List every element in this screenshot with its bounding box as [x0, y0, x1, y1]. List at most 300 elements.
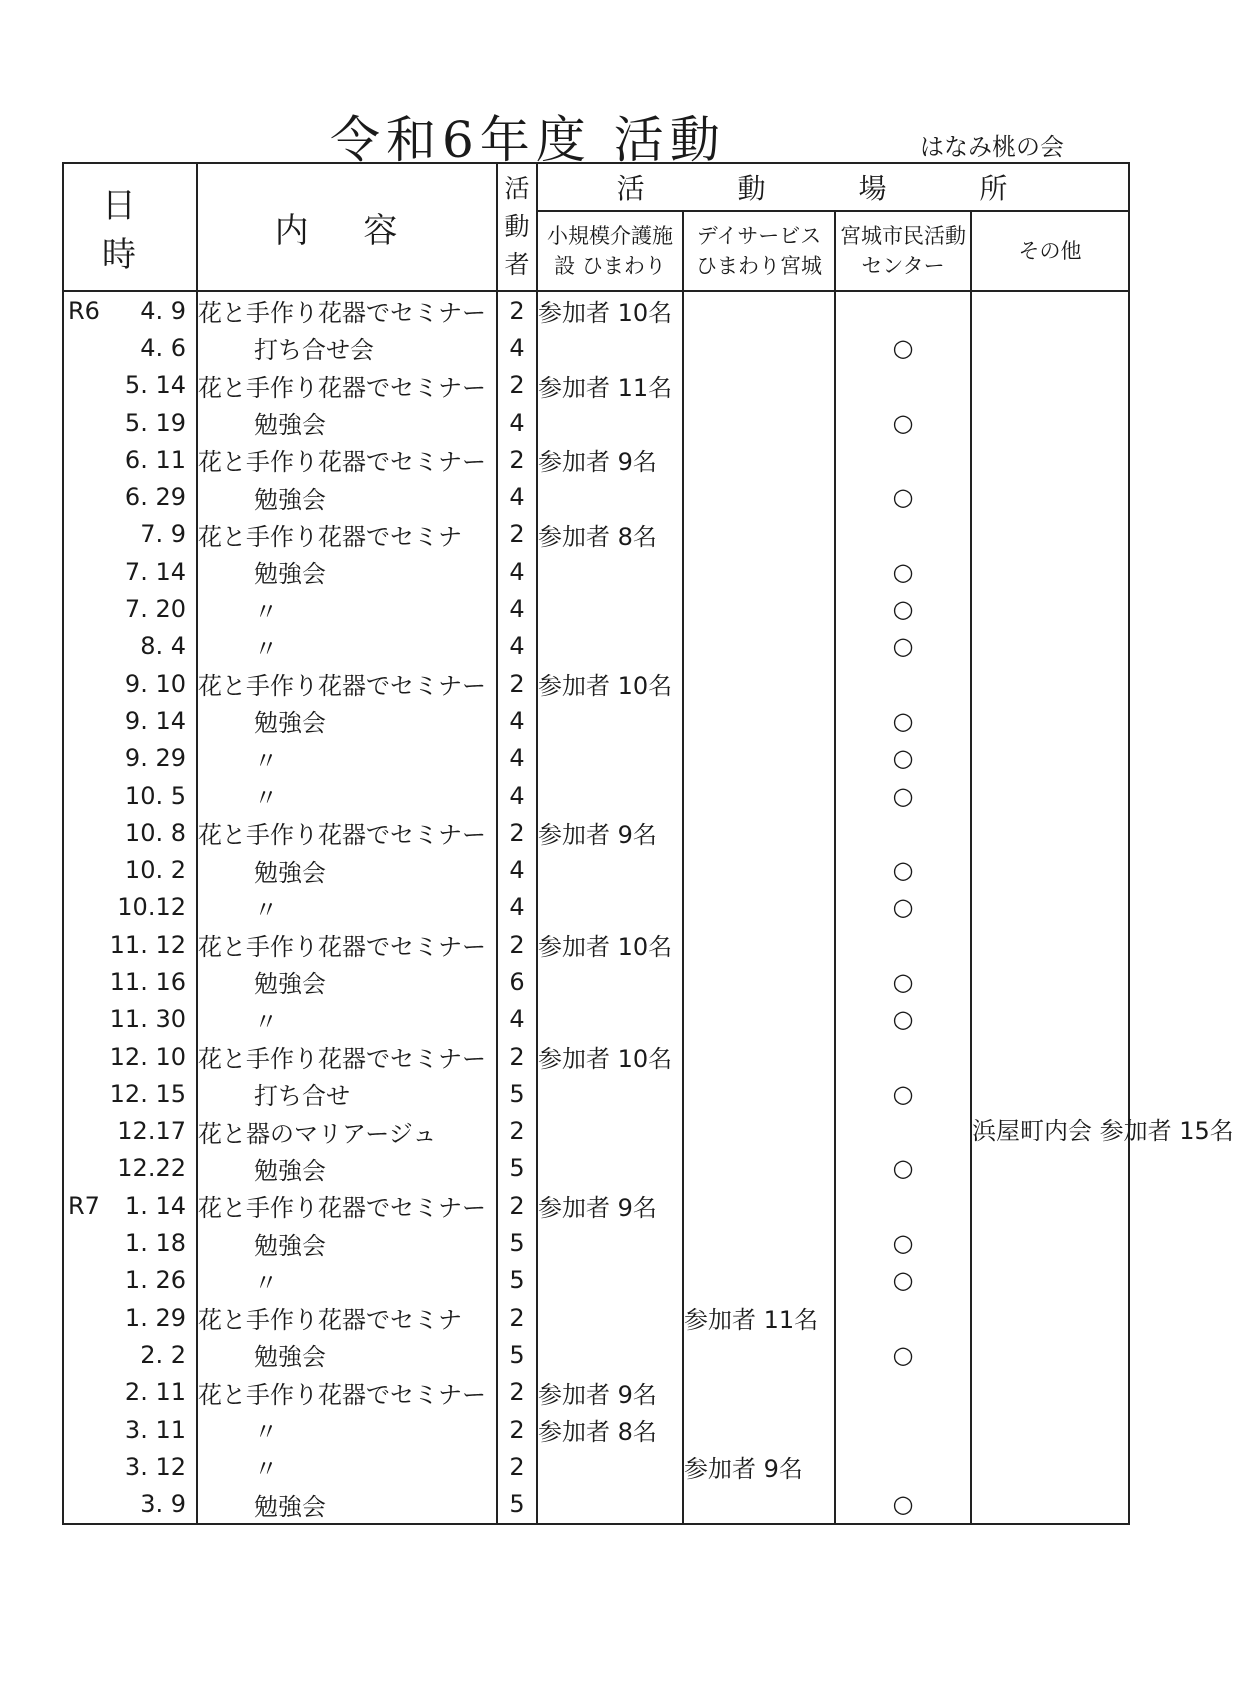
loc-small-care-cell — [537, 1299, 683, 1336]
loc-civic-center-cell: ○ — [835, 963, 971, 1000]
loc-other-cell — [971, 851, 1129, 888]
loc-civic-center-cell: ○ — [835, 1336, 971, 1373]
loc-small-care-cell — [537, 553, 683, 590]
loc-civic-center-cell: ○ — [835, 889, 971, 926]
date-value: 10.12 — [117, 893, 186, 922]
date-cell — [63, 478, 197, 515]
activity-count-cell: 2 — [497, 1113, 537, 1150]
loc-civic-center-cell — [835, 291, 971, 329]
loc-dayservice-cell — [683, 404, 835, 441]
content-cell: 勉強会 — [197, 404, 497, 441]
loc-small-care-cell: 参加者 10名 — [537, 926, 683, 963]
table-row — [63, 1262, 1129, 1299]
activity-count-cell: 5 — [497, 1075, 537, 1112]
loc-dayservice-cell — [683, 1224, 835, 1261]
date-value: 1. 18 — [124, 1229, 186, 1258]
content-cell: 〃 — [197, 1448, 497, 1485]
date-cell — [63, 628, 197, 665]
table-row — [63, 1486, 1129, 1524]
loc-dayservice-cell — [683, 1262, 835, 1299]
date-cell — [63, 367, 197, 404]
loc-small-care-cell — [537, 1150, 683, 1187]
date-value: 1. 14 — [124, 1191, 186, 1220]
table-row — [63, 963, 1129, 1000]
table-row — [63, 1113, 1129, 1150]
date-cell — [63, 1262, 197, 1299]
activity-count-cell: 4 — [497, 851, 537, 888]
date-value: 5. 14 — [124, 371, 186, 400]
activity-count-cell: 2 — [497, 1411, 537, 1448]
loc-dayservice-cell: 参加者 11名 — [683, 1299, 835, 1336]
table-row — [63, 814, 1129, 851]
table-row — [63, 1001, 1129, 1038]
content-cell: 勉強会 — [197, 553, 497, 590]
activity-count-cell: 4 — [497, 478, 537, 515]
loc-civic-center-cell — [835, 516, 971, 553]
loc-dayservice-cell — [683, 1374, 835, 1411]
date-cell — [63, 777, 197, 814]
era-label: R7 — [68, 1191, 100, 1220]
loc-dayservice-cell — [683, 367, 835, 404]
loc-dayservice-cell — [683, 851, 835, 888]
loc-dayservice-cell — [683, 590, 835, 627]
loc-other-cell — [971, 1299, 1129, 1336]
table-row — [63, 926, 1129, 963]
table-row — [63, 329, 1129, 366]
table-row — [63, 1411, 1129, 1448]
loc-civic-center-cell — [835, 1038, 971, 1075]
content-cell: 勉強会 — [197, 1150, 497, 1187]
loc-civic-center-cell — [835, 1411, 971, 1448]
loc-civic-center-cell: ○ — [835, 553, 971, 590]
loc-dayservice-cell — [683, 1336, 835, 1373]
loc-other-cell — [971, 1374, 1129, 1411]
loc-civic-center-cell: ○ — [835, 478, 971, 515]
table-row — [63, 702, 1129, 739]
date-cell — [63, 1486, 197, 1524]
activity-count-cell: 4 — [497, 590, 537, 627]
loc-other-cell — [971, 367, 1129, 404]
content-cell: 花と手作り花器でセミナ — [197, 516, 497, 553]
loc-other-cell — [971, 740, 1129, 777]
loc-civic-center-cell: ○ — [835, 329, 971, 366]
loc-other-cell — [971, 291, 1129, 329]
loc-dayservice-cell — [683, 702, 835, 739]
content-cell: 花と手作り花器でセミナー — [197, 441, 497, 478]
loc-small-care-cell: 参加者 11名 — [537, 367, 683, 404]
loc-small-care-cell — [537, 478, 683, 515]
table-row — [63, 516, 1129, 553]
table-row — [63, 1448, 1129, 1485]
content-cell: 打ち合せ会 — [197, 329, 497, 366]
date-cell — [63, 926, 197, 963]
loc-other-cell — [971, 441, 1129, 478]
activity-count-cell: 2 — [497, 1299, 537, 1336]
date-cell — [63, 1150, 197, 1187]
date-value: 12. 15 — [109, 1079, 186, 1108]
loc-small-care-cell — [537, 628, 683, 665]
loc-other-header: その他 — [971, 211, 1129, 291]
date-value: 11. 30 — [109, 1005, 186, 1034]
activity-count-cell: 4 — [497, 329, 537, 366]
loc-small-care-cell: 参加者 9名 — [537, 1187, 683, 1224]
activity-count-header: 活動者 — [497, 163, 537, 291]
content-cell: 花と手作り花器でセミナー — [197, 814, 497, 851]
loc-small-care-cell — [537, 1075, 683, 1112]
loc-small-care-cell: 参加者 9名 — [537, 441, 683, 478]
activity-count-cell: 4 — [497, 702, 537, 739]
loc-other-cell — [971, 404, 1129, 441]
date-cell — [63, 1038, 197, 1075]
activity-count-cell: 5 — [497, 1262, 537, 1299]
loc-civic-center-cell: ○ — [835, 1150, 971, 1187]
loc-small-care-cell — [537, 889, 683, 926]
date-value: 9. 14 — [124, 706, 186, 735]
date-value: 9. 10 — [124, 669, 186, 698]
date-value: 6. 29 — [124, 483, 186, 512]
date-value: 6. 11 — [124, 445, 186, 474]
date-value: 2. 2 — [140, 1340, 186, 1369]
loc-other-cell — [971, 1187, 1129, 1224]
content-cell: 〃 — [197, 889, 497, 926]
content-cell: 花と手作り花器でセミナー — [197, 291, 497, 329]
loc-dayservice-cell — [683, 291, 835, 329]
date-cell — [63, 1448, 197, 1485]
loc-civic-center-header: 宮城市民活動センター — [835, 211, 971, 291]
page-title: 令和6年度 活動 — [330, 111, 726, 169]
content-cell: 勉強会 — [197, 702, 497, 739]
loc-dayservice-cell — [683, 478, 835, 515]
organization-name: はなみ桃の会 — [920, 133, 1064, 161]
activity-count-cell: 4 — [497, 628, 537, 665]
activity-count-cell: 2 — [497, 291, 537, 329]
loc-civic-center-cell: ○ — [835, 777, 971, 814]
loc-small-care-cell — [537, 404, 683, 441]
loc-dayservice-cell — [683, 777, 835, 814]
date-cell — [63, 702, 197, 739]
content-cell: 勉強会 — [197, 1486, 497, 1524]
activity-count-cell: 6 — [497, 963, 537, 1000]
table-row — [63, 740, 1129, 777]
table-row — [63, 665, 1129, 702]
loc-civic-center-cell — [835, 1374, 971, 1411]
loc-civic-center-cell: ○ — [835, 404, 971, 441]
loc-civic-center-cell — [835, 1187, 971, 1224]
loc-other-cell — [971, 1075, 1129, 1112]
date-value: 7. 9 — [140, 520, 186, 549]
date-cell — [63, 1113, 197, 1150]
content-cell: 〃 — [197, 1001, 497, 1038]
date-value: 5. 19 — [124, 408, 186, 437]
loc-other-cell — [971, 478, 1129, 515]
loc-small-care-header: 小規模介護施設 ひまわり — [537, 211, 683, 291]
activity-count-cell: 4 — [497, 404, 537, 441]
loc-small-care-cell: 参加者 10名 — [537, 1038, 683, 1075]
date-value: 3. 9 — [140, 1490, 186, 1519]
content-cell: 花と手作り花器でセミナー — [197, 1374, 497, 1411]
table-row — [63, 1150, 1129, 1187]
activity-count-cell: 2 — [497, 441, 537, 478]
table-row — [63, 1224, 1129, 1261]
date-cell — [63, 590, 197, 627]
loc-other-cell — [971, 553, 1129, 590]
loc-small-care-cell: 参加者 9名 — [537, 1374, 683, 1411]
loc-dayservice-cell — [683, 1187, 835, 1224]
loc-other-cell: 浜屋町内会 参加者 15名 — [971, 1113, 1129, 1150]
loc-dayservice-cell: 参加者 9名 — [683, 1448, 835, 1485]
activity-count-cell: 4 — [497, 553, 537, 590]
activity-count-cell: 5 — [497, 1336, 537, 1373]
loc-dayservice-cell — [683, 1001, 835, 1038]
content-cell: 〃 — [197, 1411, 497, 1448]
loc-other-cell — [971, 1336, 1129, 1373]
date-cell — [63, 404, 197, 441]
table-row — [63, 441, 1129, 478]
loc-small-care-cell — [537, 740, 683, 777]
loc-dayservice-cell — [683, 329, 835, 366]
loc-small-care-cell: 参加者 10名 — [537, 665, 683, 702]
loc-small-care-cell — [537, 1224, 683, 1261]
loc-other-cell — [971, 516, 1129, 553]
content-cell: 勉強会 — [197, 478, 497, 515]
date-cell — [63, 329, 197, 366]
date-value: 12.17 — [117, 1117, 186, 1146]
table-row — [63, 1374, 1129, 1411]
loc-small-care-cell — [537, 1448, 683, 1485]
loc-small-care-cell — [537, 1113, 683, 1150]
loc-other-cell — [971, 926, 1129, 963]
table-row — [63, 1038, 1129, 1075]
date-value: 1. 29 — [124, 1303, 186, 1332]
loc-civic-center-cell — [835, 367, 971, 404]
activity-count-cell: 5 — [497, 1224, 537, 1261]
table-row — [63, 1075, 1129, 1112]
content-cell: 〃 — [197, 777, 497, 814]
activity-count-cell: 2 — [497, 367, 537, 404]
date-cell — [63, 1224, 197, 1261]
date-value: 4. 6 — [140, 333, 186, 362]
loc-other-cell — [971, 665, 1129, 702]
loc-other-cell — [971, 329, 1129, 366]
loc-dayservice-cell — [683, 889, 835, 926]
content-cell: 花と手作り花器でセミナ — [197, 1299, 497, 1336]
date-cell — [63, 1299, 197, 1336]
date-value: 2. 11 — [124, 1378, 186, 1407]
loc-civic-center-cell — [835, 926, 971, 963]
date-value: 4. 9 — [140, 296, 186, 325]
loc-small-care-cell: 参加者 9名 — [537, 814, 683, 851]
date-cell — [63, 1374, 197, 1411]
activity-count-cell: 5 — [497, 1486, 537, 1524]
activity-count-cell: 2 — [497, 516, 537, 553]
content-cell: 勉強会 — [197, 963, 497, 1000]
content-cell: 花と手作り花器でセミナー — [197, 926, 497, 963]
table-row — [63, 889, 1129, 926]
loc-civic-center-cell — [835, 814, 971, 851]
date-cell — [63, 665, 197, 702]
loc-other-cell — [971, 702, 1129, 739]
content-cell: 花と手作り花器でセミナー — [197, 1038, 497, 1075]
activity-count-cell: 4 — [497, 777, 537, 814]
loc-civic-center-cell: ○ — [835, 1075, 971, 1112]
date-cell — [63, 1336, 197, 1373]
table-row — [63, 1299, 1129, 1336]
table-row — [63, 367, 1129, 404]
activity-count-cell: 2 — [497, 814, 537, 851]
date-cell — [63, 516, 197, 553]
loc-dayservice-cell — [683, 1038, 835, 1075]
content-cell: 花と手作り花器でセミナー — [197, 367, 497, 404]
loc-other-cell — [971, 1448, 1129, 1485]
loc-civic-center-cell — [835, 441, 971, 478]
date-cell — [63, 1187, 197, 1224]
loc-other-cell — [971, 814, 1129, 851]
loc-civic-center-cell — [835, 1299, 971, 1336]
date-value: 10. 8 — [124, 818, 186, 847]
loc-dayservice-cell — [683, 553, 835, 590]
loc-dayservice-cell — [683, 1486, 835, 1524]
date-cell — [63, 889, 197, 926]
date-value: 3. 12 — [124, 1452, 186, 1481]
table-row — [63, 1336, 1129, 1373]
loc-other-cell — [971, 1262, 1129, 1299]
date-value: 9. 29 — [124, 744, 186, 773]
loc-dayservice-cell — [683, 1150, 835, 1187]
date-cell — [63, 1001, 197, 1038]
loc-dayservice-cell — [683, 1411, 835, 1448]
loc-civic-center-cell — [835, 1113, 971, 1150]
date-value: 12.22 — [117, 1154, 186, 1183]
loc-other-cell — [971, 590, 1129, 627]
loc-civic-center-cell: ○ — [835, 1262, 971, 1299]
loc-small-care-cell: 参加者 8名 — [537, 1411, 683, 1448]
table-row — [63, 777, 1129, 814]
era-label: R6 — [68, 296, 100, 325]
date-value: 8. 4 — [140, 632, 186, 661]
loc-other-cell — [971, 628, 1129, 665]
date-value: 7. 20 — [124, 595, 186, 624]
content-cell: 勉強会 — [197, 1336, 497, 1373]
activity-count-cell: 4 — [497, 1001, 537, 1038]
loc-civic-center-cell: ○ — [835, 740, 971, 777]
loc-dayservice-cell — [683, 665, 835, 702]
loc-other-cell — [971, 1038, 1129, 1075]
loc-small-care-cell — [537, 329, 683, 366]
loc-civic-center-cell — [835, 665, 971, 702]
activity-count-cell: 5 — [497, 1150, 537, 1187]
loc-civic-center-cell: ○ — [835, 1001, 971, 1038]
loc-dayservice-cell — [683, 926, 835, 963]
date-cell — [63, 851, 197, 888]
loc-civic-center-cell: ○ — [835, 1224, 971, 1261]
loc-other-cell — [971, 1486, 1129, 1524]
loc-civic-center-cell: ○ — [835, 851, 971, 888]
loc-other-cell — [971, 1411, 1129, 1448]
table-row — [63, 1187, 1129, 1224]
date-value: 10. 2 — [124, 856, 186, 885]
loc-small-care-cell: 参加者 10名 — [537, 291, 683, 329]
activity-count-cell: 2 — [497, 1374, 537, 1411]
loc-dayservice-cell — [683, 1075, 835, 1112]
loc-dayservice-cell — [683, 740, 835, 777]
date-value: 11. 16 — [109, 967, 186, 996]
content-cell: 花と手作り花器でセミナー — [197, 665, 497, 702]
loc-small-care-cell — [537, 963, 683, 1000]
content-cell: 勉強会 — [197, 1224, 497, 1261]
loc-small-care-cell — [537, 851, 683, 888]
loc-other-cell — [971, 1224, 1129, 1261]
date-value: 12. 10 — [109, 1042, 186, 1071]
date-value: 10. 5 — [124, 781, 186, 810]
date-value: 1. 26 — [124, 1266, 186, 1295]
loc-dayservice-cell — [683, 963, 835, 1000]
content-cell: 〃 — [197, 628, 497, 665]
table-row — [63, 628, 1129, 665]
date-cell — [63, 740, 197, 777]
date-value: 3. 11 — [124, 1415, 186, 1444]
table-row — [63, 590, 1129, 627]
loc-civic-center-cell — [835, 1448, 971, 1485]
loc-civic-center-cell: ○ — [835, 590, 971, 627]
activity-count-cell: 2 — [497, 1448, 537, 1485]
loc-small-care-cell — [537, 702, 683, 739]
loc-dayservice-cell — [683, 1113, 835, 1150]
activity-count-cell: 2 — [497, 1038, 537, 1075]
loc-dayservice-cell — [683, 441, 835, 478]
content-cell: 打ち合せ — [197, 1075, 497, 1112]
loc-dayservice-cell — [683, 516, 835, 553]
content-cell: 〃 — [197, 1262, 497, 1299]
content-cell: 〃 — [197, 740, 497, 777]
date-header: 日 時 — [63, 163, 197, 291]
loc-dayservice-cell — [683, 814, 835, 851]
loc-other-cell — [971, 963, 1129, 1000]
content-cell: 花と器のマリアージュ — [197, 1113, 497, 1150]
activity-count-cell: 2 — [497, 1187, 537, 1224]
loc-other-cell — [971, 889, 1129, 926]
content-cell: 〃 — [197, 590, 497, 627]
date-cell — [63, 553, 197, 590]
table-row — [63, 478, 1129, 515]
date-cell — [63, 1075, 197, 1112]
activity-count-cell: 4 — [497, 889, 537, 926]
loc-civic-center-cell: ○ — [835, 1486, 971, 1524]
date-cell — [63, 963, 197, 1000]
loc-civic-center-cell: ○ — [835, 628, 971, 665]
date-value: 11. 12 — [109, 930, 186, 959]
loc-small-care-cell — [537, 1001, 683, 1038]
date-cell — [63, 291, 197, 329]
activity-log-body — [63, 291, 1234, 1524]
content-header: 内 容 — [197, 163, 497, 291]
date-cell — [63, 814, 197, 851]
loc-dayservice-cell — [683, 628, 835, 665]
table-row — [63, 553, 1129, 590]
loc-small-care-cell — [537, 777, 683, 814]
activity-count-cell: 4 — [497, 740, 537, 777]
loc-small-care-cell — [537, 1262, 683, 1299]
date-cell — [63, 441, 197, 478]
content-cell: 勉強会 — [197, 851, 497, 888]
loc-small-care-cell — [537, 1486, 683, 1524]
loc-dayservice-header: デイサービス ひまわり宮城 — [683, 211, 835, 291]
loc-small-care-cell — [537, 1336, 683, 1373]
loc-small-care-cell: 参加者 8名 — [537, 516, 683, 553]
location-group-header: 活 動 場 所 — [537, 163, 1129, 211]
activity-log-table — [62, 162, 1234, 1525]
table-row — [63, 851, 1129, 888]
date-cell — [63, 1411, 197, 1448]
